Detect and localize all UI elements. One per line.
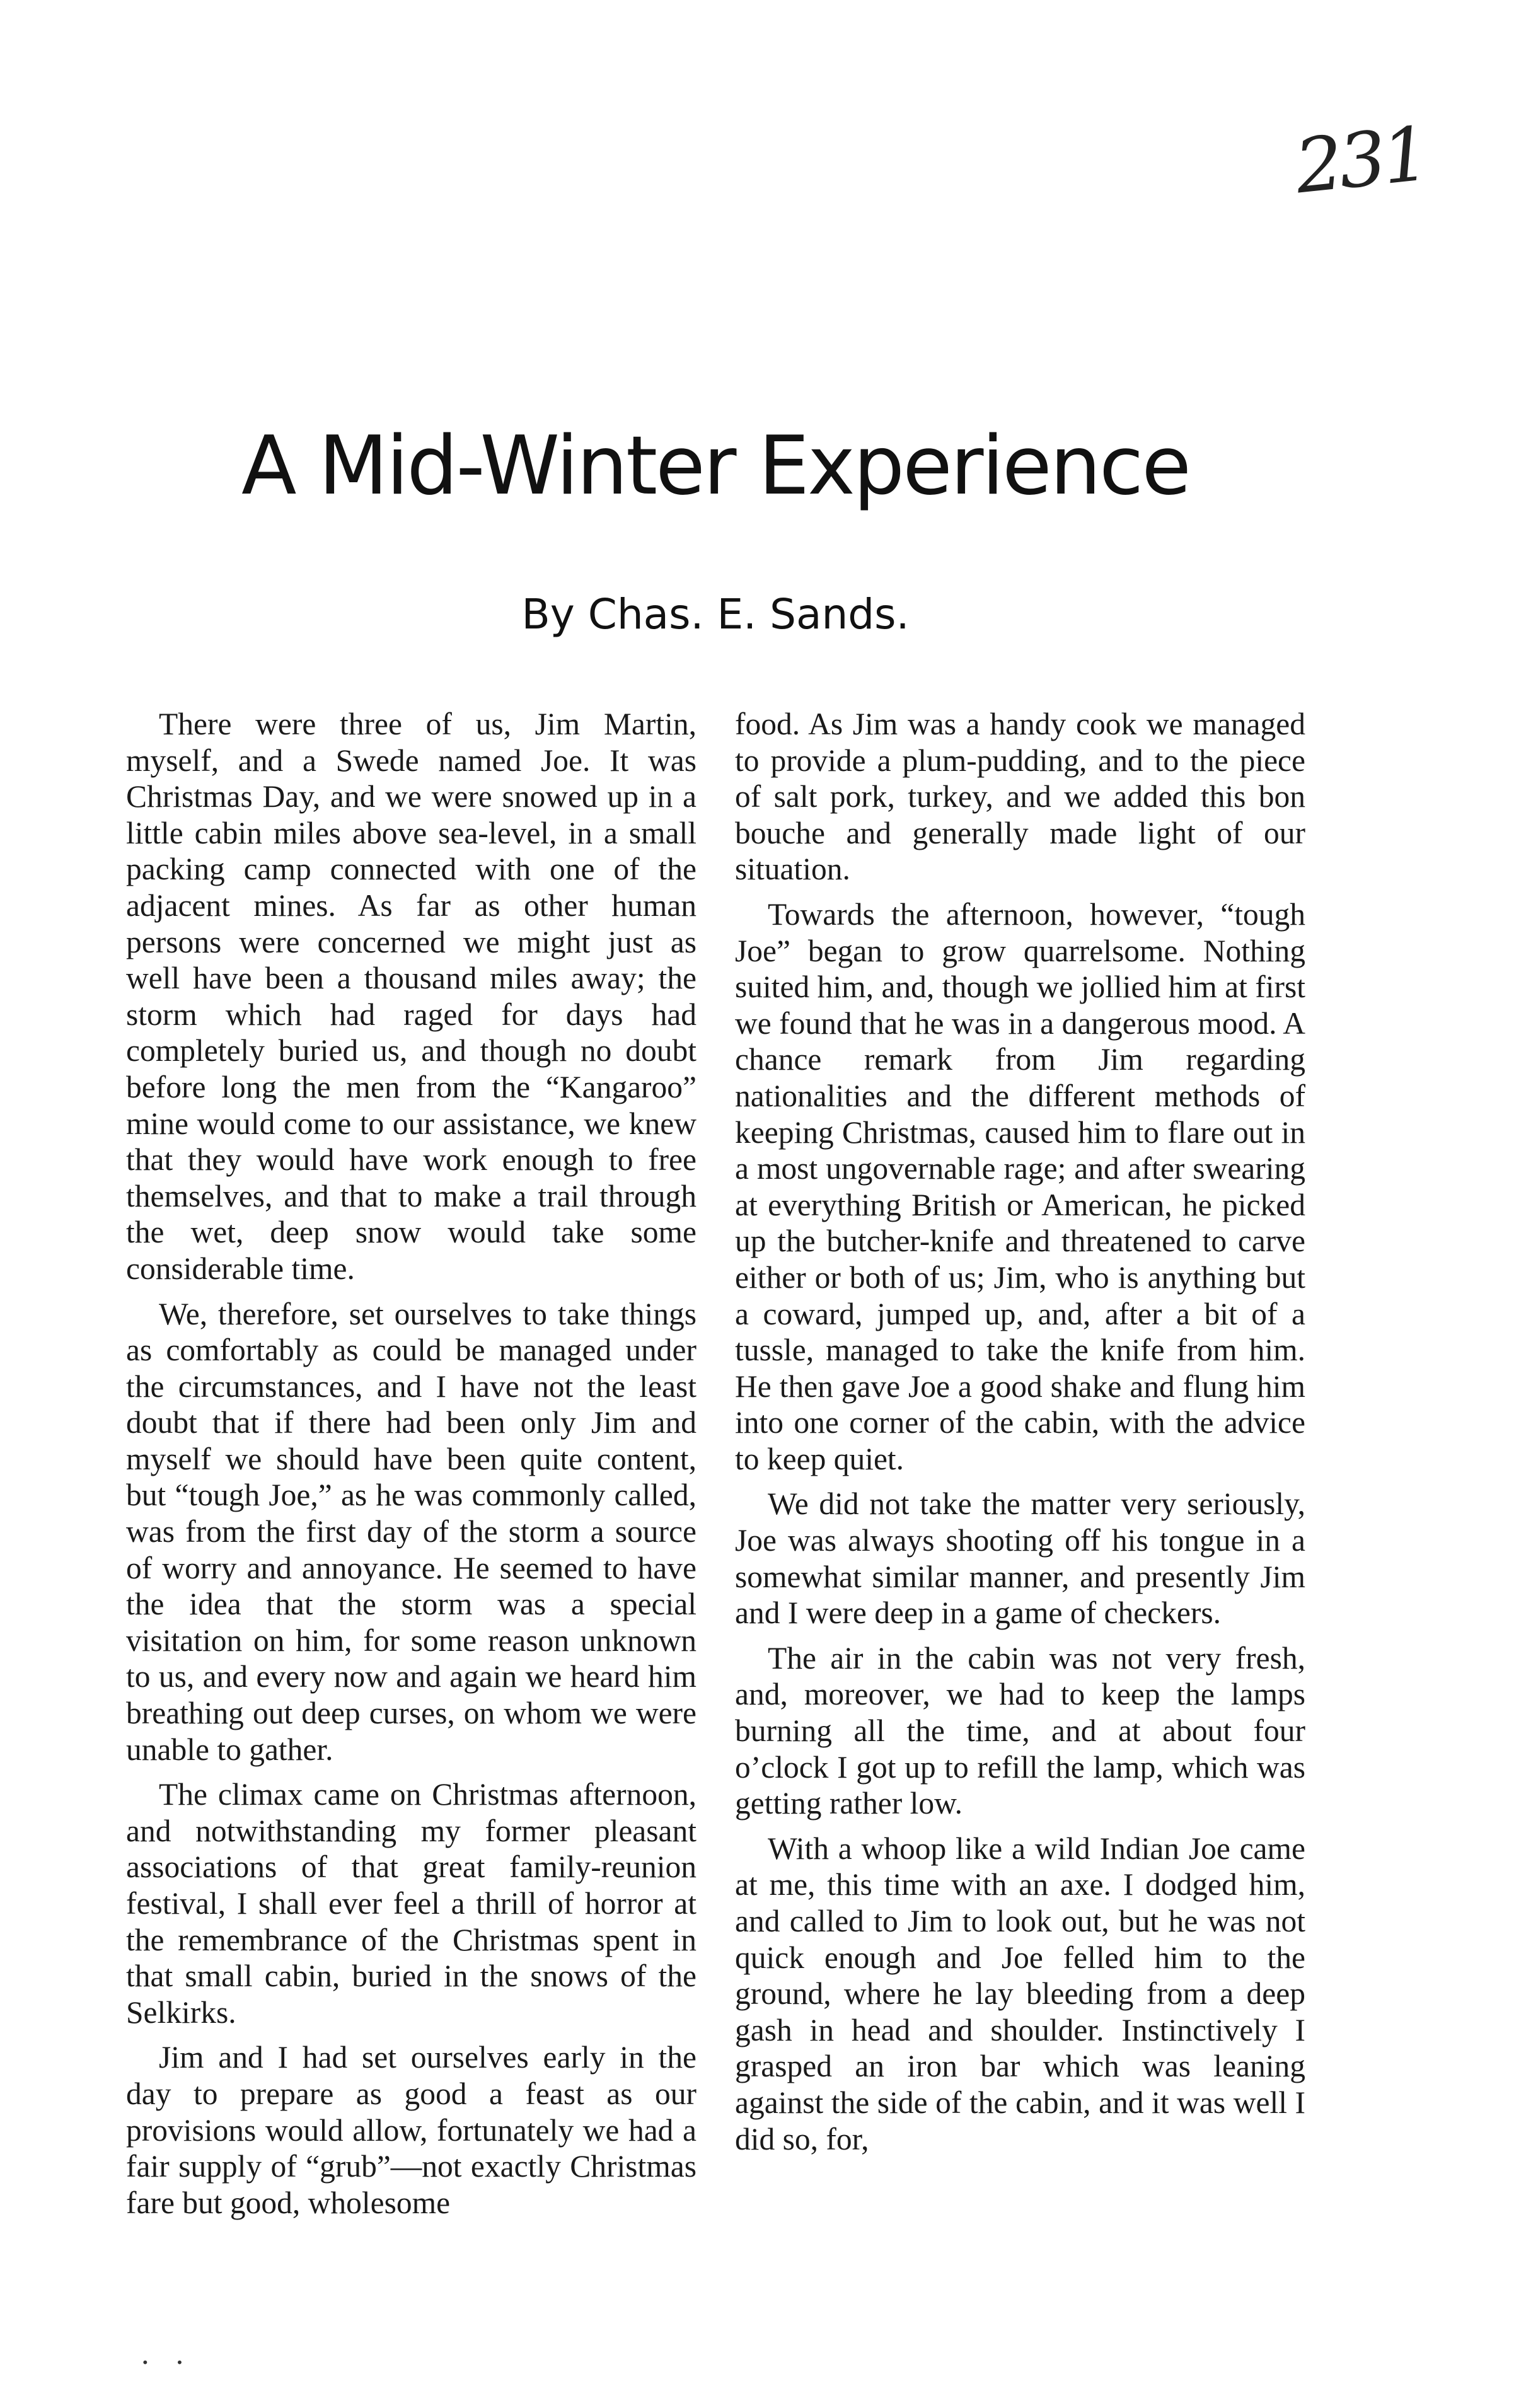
- byline: By Chas. E. Sands.: [521, 590, 910, 639]
- article-title: A Mid-Winter Experience: [241, 419, 1189, 513]
- paragraph: Towards the afternoon, however, “tough Joe” began to grow quarrelsome. Nothing suited him, and, though we jollied him at first we found that he was in a dangerous mood. A chance remark from Jim regarding nationalities and the different methods of keeping Christmas, caused him to flare out in a most ungovernable rage; and after swearing at everything British or American, he picked up the butcher-knife and threatened to carve either or both of us; Jim, who is anything but a coward, jumped up, and, after a bit of a tussle, managed to take the knife from him. He then gave Joe a good shake and flung him into one corner of the cabin, with the advice to keep quiet.: [735, 896, 1305, 1476]
- page-number: 231: [1291, 110, 1430, 211]
- paragraph: The air in the cabin was not very fresh, and, moreover, we had to keep the lamps burning all the time, and at about four o’clock I got up to refill the lamp, which was getting rather low.: [735, 1640, 1305, 1821]
- right-column: [735, 706, 1305, 2166]
- paragraph: The climax came on Christmas afternoon, and notwithstanding my former pleasant associations of that great family-reunion festival, I shall ever feel a thrill of horror at the remembrance of the Christmas spent in that small cabin, buried in the snows of the Selkirks.: [126, 1777, 697, 2030]
- paragraph: Jim and I had set ourselves early in the day to prepare as good a feast as our provisions would allow, fortunately we had a fair supply of “grub”—not exactly Christmas fare but good, wholesome: [126, 2040, 697, 2220]
- footer-dots: ··: [140, 2344, 209, 2380]
- paragraph: We did not take the matter very seriously, Joe was always shooting off his tongue in a somewhat similar manner, and presently Jim and I were deep in a game of checkers.: [735, 1486, 1305, 1631]
- paragraph: There were three of us, Jim Martin, myself, and a Swede named Joe. It was Christmas Day, and we were snowed up in a little cabin miles above sea-level, in a small packing camp connected with one of the adjacent mines. As far as other human persons were concerned we might just as well have been a thousand miles away; the storm which had raged for days had completely buried us, and though no doubt before long the men from the “Kangaroo” mine would come to our assistance, we knew that they would have work enough to free themselves, and that to make a trail through the wet, deep snow would take some considerable time.: [126, 707, 697, 1286]
- paragraph: food. As Jim was a handy cook we managed to provide a plum-pudding, and to the piece of salt pork, turkey, and we added this bon bouche and generally made light of our situation.: [735, 707, 1305, 887]
- left-column: [126, 706, 697, 2230]
- paragraph: We, therefore, set ourselves to take things as comfortably as could be managed under the circumstances, and I have not the least doubt that if there had been only Jim and myself we should have been quite content, but “tough Joe,” as he was commonly called, was from the first day of the storm a source of worry and annoyance. He seemed to have the idea that the storm was a special visitation on him, for some reason unknown to us, and every now and again we heard him breathing out deep curses, on whom we were unable to gather.: [126, 1296, 697, 1767]
- paragraph: With a whoop like a wild Indian Joe came at me, this time with an axe. I dodged him, and called to Jim to look out, but he was not quick enough and Joe felled him to the ground, where he lay bleeding from a deep gash in head and shoulder. Instinctively I grasped an iron bar which was leaning against the side of the cabin, and it was well I did so, for,: [735, 1831, 1305, 2156]
